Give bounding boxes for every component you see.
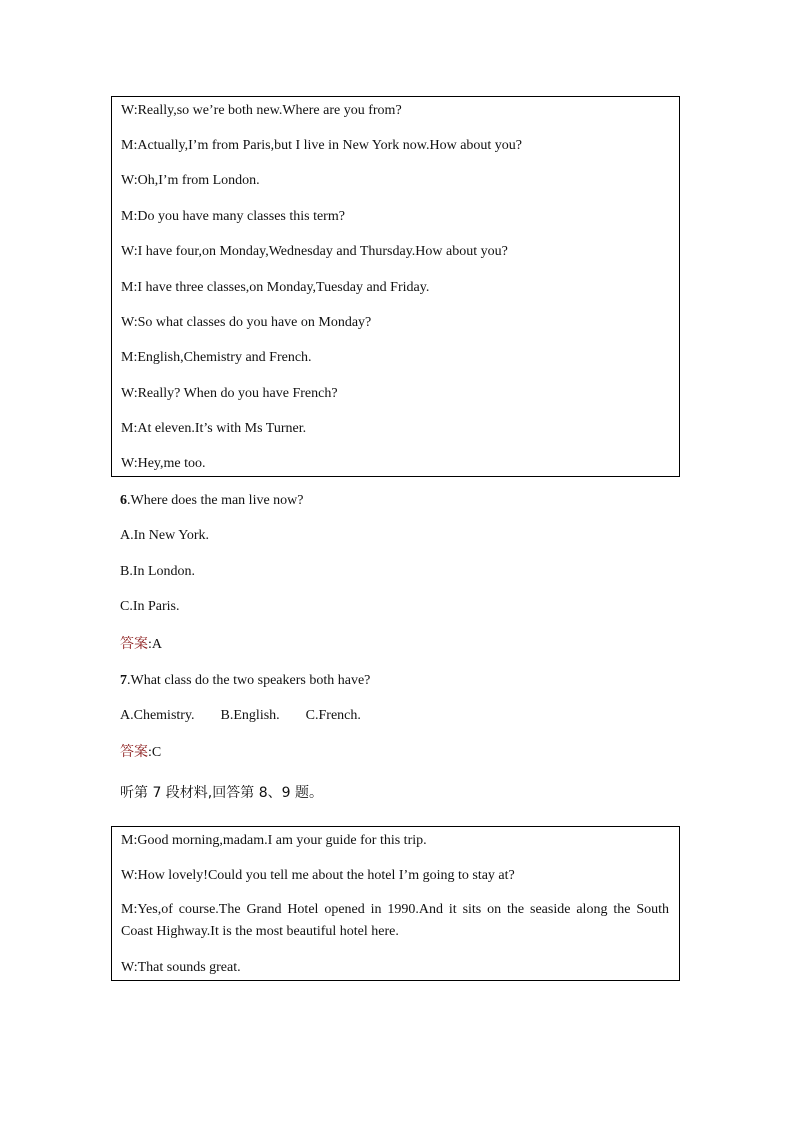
dialogue-line: W:How lovely!Could you tell me about the hotel I’m going to stay at? [121,868,515,883]
option-a: A.Chemistry. [120,708,195,723]
question-number: 6 [120,493,127,508]
dialogue-line: M:At eleven.It’s with Ms Turner. [121,421,307,436]
dialogue-line: M:Yes,of course.The Grand Hotel opened in 1990.And it sits on the seaside along the South Coast Highway.It is the most beautiful hotel here. [121,902,669,939]
dialogue-line: M:Good morning,madam.I am your guide for this trip. [121,833,427,848]
answer-label: 答案 [120,744,148,760]
answer-label: 答案 [120,636,148,652]
dialogue-line: W:I have four,on Monday,Wednesday and Thursday.How about you? [121,244,508,259]
question-text: .Where does the man live now? [127,493,304,508]
answer-7 [120,743,161,762]
question-text: .What class do the two speakers both have? [127,673,371,688]
section-heading: 听第 7 段材料,回答第 8、9 题。 [120,785,323,801]
dialogue-line: M:I have three classes,on Monday,Tuesday and Friday. [121,280,430,295]
option-c: C.In Paris. [120,599,180,614]
option-c: C.French. [305,708,361,723]
question-7 [120,672,370,690]
question-6 [120,492,304,510]
dialogue-line: W:Hey,me too. [121,456,206,471]
dialogue-line: M:Actually,I’m from Paris,but I live in New York now.How about you? [121,138,523,153]
dialogue-line: W:Really? When do you have French? [121,386,338,401]
dialogue-line: M:Do you have many classes this term? [121,209,345,224]
answer-6 [120,635,162,654]
option-a: A.In New York. [120,528,210,543]
dialogue-line: W:Really,so we’re both new.Where are you from? [121,103,402,118]
dialogue-line: W:That sounds great. [121,960,241,975]
dialogue-line: W:Oh,I’m from London. [121,173,260,188]
dialogue-line: M:English,Chemistry and French. [121,350,312,365]
question-number: 7 [120,673,127,688]
options-row [120,707,387,725]
answer-value: :C [148,745,162,760]
answer-value: :A [148,637,162,652]
option-b: B.In London. [120,564,196,579]
dialogue-box-2 [111,826,680,981]
option-b: B.English. [220,708,280,723]
dialogue-box-1 [111,96,680,477]
dialogue-line: W:So what classes do you have on Monday? [121,315,372,330]
